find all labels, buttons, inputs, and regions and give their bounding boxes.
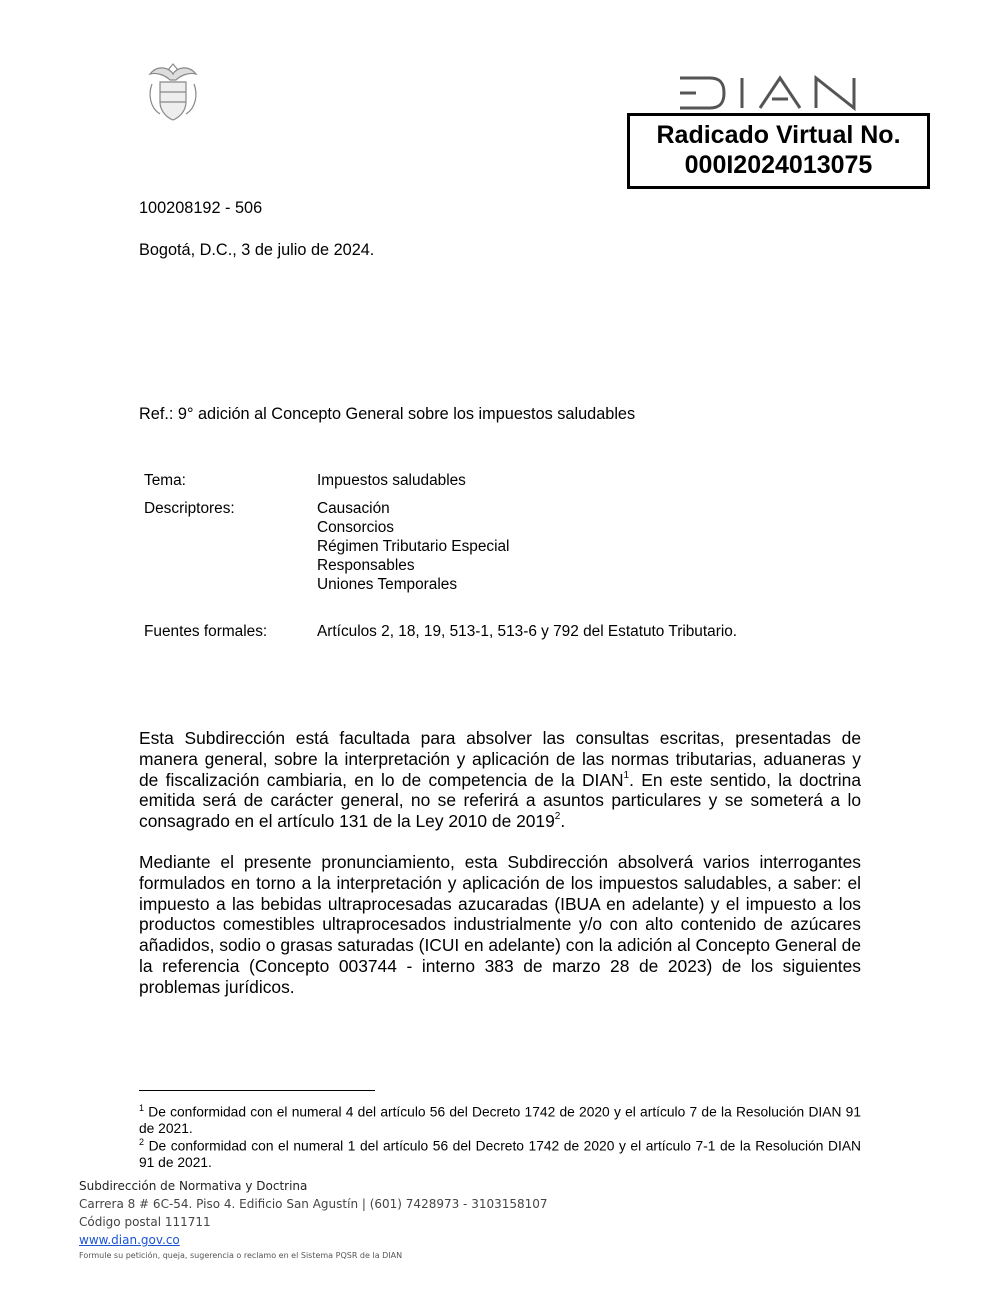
descriptor-item: Régimen Tributario Especial — [317, 538, 510, 555]
footnote-ref-2[interactable]: 2 — [554, 811, 561, 823]
tema-value: Impuestos saludables — [317, 472, 466, 489]
footnote-ref-1[interactable]: 1 — [623, 769, 630, 781]
descriptor-item: Uniones Temporales — [317, 576, 458, 593]
document-number: 100208192 - 506 — [139, 199, 263, 217]
descriptores-list — [317, 499, 509, 594]
footer-office: Subdirección de Normativa y Doctrina — [79, 1179, 308, 1193]
radicado-box — [627, 113, 930, 189]
footnote-separator — [139, 1090, 375, 1091]
document-reference: Ref.: 9° adición al Concepto General sobre los impuestos saludables — [139, 405, 636, 423]
coat-of-arms-icon — [140, 60, 206, 126]
fuentes-label: Fuentes formales: — [144, 623, 268, 640]
fuentes-value: Artículos 2, 18, 19, 513-1, 513-6 y 792 del Estatuto Tributario. — [317, 623, 738, 640]
body-paragraph-1: Esta Subdirección está facultada para absolver las consultas escritas, presentadas de manera general, sobre la interpretación y aplicación de las normas tributarias, aduaneras y de fiscalización cambiaria, en lo de competencia de la DIAN$^1$. En este sentido, la doctrina emitida será de carácter general, no se referirá a asuntos particulares y se someterá a lo consagrado en el artículo 131 de la Ley 2010 de 2019$^2$. — [139, 728, 861, 832]
footer-address: Carrera 8 # 6C-54. Piso 4. Edificio San Agustín | (601) 7428973 - 3103158107 — [79, 1197, 548, 1211]
radicado-number: 000I2024013075 — [684, 151, 873, 179]
dian-logo — [676, 75, 861, 111]
footer-postal: Código postal 111711 — [79, 1215, 211, 1229]
descriptor-item: Consorcios — [317, 519, 394, 536]
tema-label: Tema: — [144, 472, 186, 489]
document-date: Bogotá, D.C., 3 de julio de 2024. — [139, 241, 375, 259]
radicado-label: Radicado Virtual No. — [656, 121, 901, 149]
footnote-1: $^1$ De conformidad con el numeral 4 del artículo 56 del Decreto 1742 de 2020 y el artículo 7 de la Resolución DIAN 91 de 2021. — [139, 1103, 861, 1137]
descriptores-label: Descriptores: — [144, 500, 235, 517]
descriptor-item: Causación — [317, 500, 390, 517]
footer-pqsr: Formule su petición, queja, sugerencia o reclamo en el Sistema PQSR de la DIAN — [79, 1251, 403, 1260]
body-paragraph-2: Mediante el presente pronunciamiento, esta Subdirección absolverá varios interrogantes formulados en torno a la interpretación y aplicación de los impuestos saludables, a saber: el impuesto a las bebidas ultraprocesadas azucaradas (IBUA en adelante) y el impuesto a los productos comestibles ultraprocesados industrialmente y/o con alto contenido de azúcares añadidos, sodio o grasas saturadas (ICUI en adelante) con la adición al Concepto General de la referencia (Concepto 003744 - interno 383 de marzo 28 de 2023) de los siguientes problemas jurídicos. — [139, 852, 861, 997]
footer-website-link[interactable]: www.dian.gov.co — [79, 1233, 180, 1247]
descriptor-item: Responsables — [317, 557, 415, 574]
footnote-2: $^2$ De conformidad con el numeral 1 del artículo 56 del Decreto 1742 de 2020 y el artículo 7-1 de la Resolución DIAN 91 de 2021. — [139, 1137, 861, 1171]
